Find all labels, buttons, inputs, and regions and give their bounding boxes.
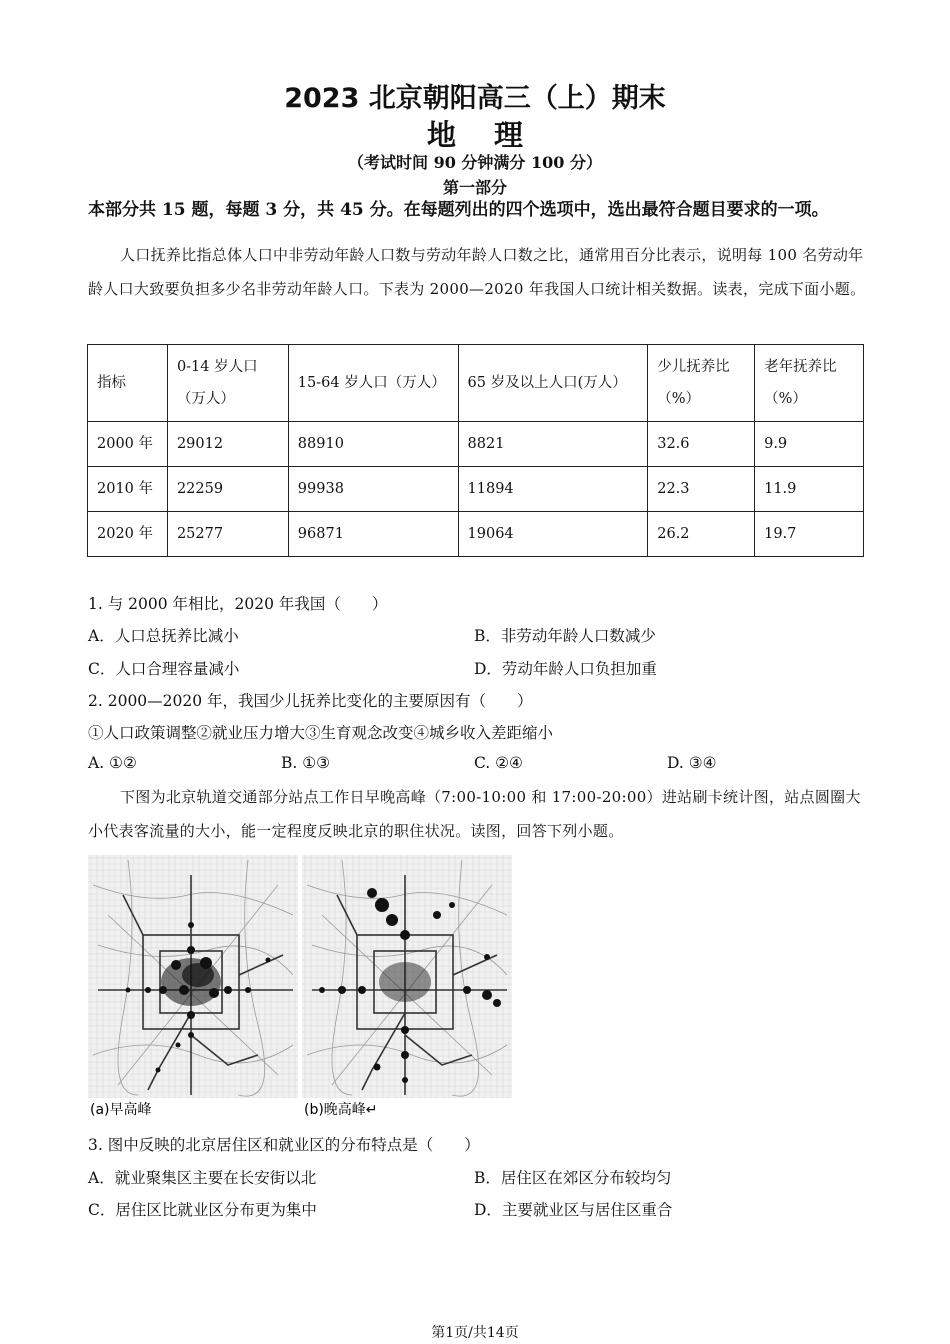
exam-title: 2023 北京朝阳高三（上）期末 — [284, 83, 666, 114]
table-cell: 25277 — [167, 512, 288, 557]
population-table — [87, 344, 864, 557]
evening-peak-caption: (b)晚高峰↵ — [304, 1102, 378, 1118]
table-cell: 26.2 — [648, 512, 755, 557]
table-cell: 96871 — [288, 512, 458, 557]
q2-option-c: C. ②④ — [474, 754, 523, 772]
morning-peak-map — [88, 855, 298, 1118]
q3-option-d: D．主要就业区与居住区重合 — [474, 1201, 673, 1219]
table-header-row — [88, 345, 864, 422]
evening-peak-map — [302, 855, 512, 1118]
table-cell: 11894 — [458, 467, 648, 512]
table-cell: 2000 年 — [88, 422, 168, 467]
passage-1: 人口抚养比指总体人口中非劳动年龄人口数与劳动年龄人口数之比，通常用百分比表示，说明每 100 名劳动年龄人口大致要负担多少名非劳动年龄人口。下表为 2000—2020 年我国人口统计相关数据。读表，完成下面小题。 — [88, 246, 866, 298]
question-2-stem: 2. 2000—2020 年，我国少儿抚养比变化的主要原因有（ ） — [88, 692, 533, 710]
passage-2: 下图为北京轨道交通部分站点工作日早晚高峰（7:00-10:00 和 17:00-20:00）进站刷卡统计图，站点圆圈大小代表客流量的大小，能一定程度反映北京的职住状况。读图，回答下列小题。 — [88, 788, 861, 840]
table-cell: 8821 — [458, 422, 648, 467]
table-header-cell: 15-64 岁人口（万人） — [288, 345, 458, 422]
q1-option-c: C．人口合理容量减小 — [88, 660, 240, 678]
table-cell: 29012 — [167, 422, 288, 467]
table-cell: 99938 — [288, 467, 458, 512]
question-3-stem: 3. 图中反映的北京居住区和就业区的分布特点是（ ） — [88, 1136, 480, 1154]
q2-option-b: B. ①③ — [281, 754, 331, 772]
table-row — [88, 422, 864, 467]
table-cell: 19.7 — [755, 512, 864, 557]
table-cell: 88910 — [288, 422, 458, 467]
q2-option-d: D. ③④ — [667, 754, 717, 772]
table-cell: 19064 — [458, 512, 648, 557]
instructions: 本部分共 15 题，每题 3 分，共 45 分。在每题列出的四个选项中，选出最符合题目要求的一项。 — [88, 200, 829, 220]
table-cell: 2010 年 — [88, 467, 168, 512]
table-header-cell: 老年抚养比（%） — [755, 345, 864, 422]
question-1-stem: 1. 与 2000 年相比，2020 年我国（ ） — [88, 595, 388, 613]
table-cell: 22.3 — [648, 467, 755, 512]
table-cell: 11.9 — [755, 467, 864, 512]
table-header-cell: 少儿抚养比（%） — [648, 345, 755, 422]
table-header-cell: 指标 — [88, 345, 168, 422]
morning-peak-caption: (a)早高峰 — [90, 1102, 152, 1118]
page-footer: 第1页/共14页 — [431, 1325, 519, 1341]
table-header-cell: 0-14 岁人口（万人） — [167, 345, 288, 422]
q3-option-b: B．居住区在郊区分布较均匀 — [474, 1169, 672, 1187]
subject-title: 地理 — [426, 118, 561, 152]
q3-option-c: C．居住区比就业区分布更为集中 — [88, 1201, 317, 1219]
table-row — [88, 467, 864, 512]
part-heading: 第一部分 — [442, 178, 507, 197]
q1-option-d: D．劳动年龄人口负担加重 — [474, 660, 657, 678]
question-2-items: ①人口政策调整②就业压力增大③生育观念改变④城乡收入差距缩小 — [88, 724, 554, 742]
exam-info: （考试时间 90 分钟满分 100 分） — [348, 153, 602, 172]
table-row — [88, 512, 864, 557]
q1-option-a: A．人口总抚养比减小 — [88, 627, 239, 645]
table-cell: 9.9 — [755, 422, 864, 467]
q3-option-a: A．就业聚集区主要在长安街以北 — [88, 1169, 317, 1187]
q2-option-a: A. ①② — [88, 754, 137, 772]
table-cell: 22259 — [167, 467, 288, 512]
table-header-cell: 65 岁及以上人口(万人） — [458, 345, 648, 422]
table-cell: 32.6 — [648, 422, 755, 467]
beijing-metro-maps-figure — [88, 855, 512, 1118]
table-cell: 2020 年 — [88, 512, 168, 557]
q1-option-b: B．非劳动年龄人口数减少 — [474, 627, 656, 645]
